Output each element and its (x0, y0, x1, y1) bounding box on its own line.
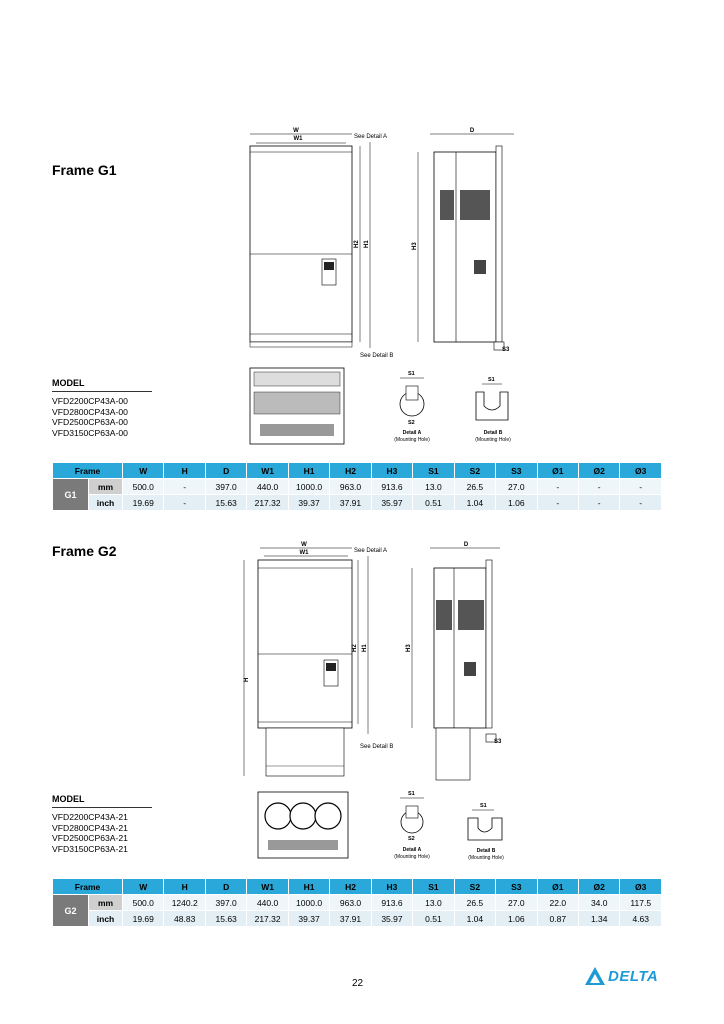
g1-model-item: VFD2800CP43A-00 (52, 406, 128, 417)
table-cell: 1000.0 (288, 895, 329, 911)
g1-model-heading: MODEL (52, 378, 152, 392)
table-cell: 963.0 (330, 895, 371, 911)
g1-h1-label: H1 (364, 240, 370, 248)
column-header: Frame (53, 879, 123, 895)
g1-w1-label: W1 (293, 136, 303, 142)
g1-w-label: W (293, 128, 299, 134)
delta-logo (584, 966, 658, 986)
column-header: S2 (454, 463, 495, 479)
table-cell: 397.0 (205, 895, 246, 911)
g2-h-label: H (244, 677, 250, 682)
g1-detail-a-s2-label: S2 (408, 420, 415, 426)
table-cell: 1000.0 (288, 479, 329, 495)
column-header: H1 (288, 463, 329, 479)
table-cell: 1.04 (454, 495, 495, 511)
table-cell: 1.04 (454, 911, 495, 927)
g1-model-item: VFD2500CP63A-00 (52, 417, 128, 427)
g1-see-b-label: See Detail B (360, 353, 394, 359)
table-cell: 35.97 (371, 495, 412, 511)
table-cell: 22.0 (537, 895, 578, 911)
table-header-row (53, 463, 662, 479)
table-cell: 35.97 (371, 911, 412, 927)
g2-detail-b-subcaption: (Mounting Hole) (468, 855, 504, 861)
g2-model-item: VFD2200CP43A-21 (52, 812, 128, 822)
column-header: Ø1 (537, 879, 578, 895)
column-header: Frame (53, 463, 123, 479)
g1-side-view-drawing (410, 124, 530, 360)
g1-h3-label: H3 (412, 242, 418, 250)
g2-h1-label: H1 (362, 644, 368, 652)
column-header: H2 (330, 463, 371, 479)
g1-detail-b-drawing (468, 374, 518, 448)
table-cell: 34.0 (579, 895, 620, 911)
unit-cell: inch (89, 911, 123, 927)
g2-detail-a-subcaption: (Mounting Hole) (394, 854, 430, 860)
column-header: H3 (371, 463, 412, 479)
g2-model-heading: MODEL (52, 794, 152, 808)
g2-detail-b-s1-label: S1 (480, 803, 487, 809)
column-header: H (164, 463, 205, 479)
g1-detail-a-s1-label: S1 (408, 371, 415, 377)
g2-w-label: W (301, 542, 307, 548)
g1-see-a-label: See Detail A (354, 134, 388, 140)
table-cell: 0.51 (413, 495, 454, 511)
table-cell: 19.69 (123, 911, 164, 927)
page-number: 22 (352, 978, 364, 989)
column-header: H1 (288, 879, 329, 895)
table-cell: - (537, 479, 578, 495)
column-header: Ø3 (620, 879, 662, 895)
table-cell: 1.34 (579, 911, 620, 927)
table-cell: 440.0 (247, 479, 288, 495)
column-header: Ø1 (537, 463, 578, 479)
g2-h2-label: H2 (352, 644, 358, 652)
column-header: D (205, 463, 246, 479)
table-row (53, 911, 662, 927)
brand-name: DELTA (608, 967, 659, 985)
g1-detail-a-subcaption: (Mounting Hole) (394, 437, 430, 443)
column-header: S2 (454, 879, 495, 895)
g1-bottom-view-drawing (248, 366, 348, 448)
column-header: D (205, 879, 246, 895)
column-header: Ø2 (579, 463, 620, 479)
g2-side-view-drawing (400, 538, 520, 782)
g1-dimension-table (52, 462, 662, 511)
g2-s3-label: S3 (494, 739, 502, 745)
g2-detail-a-s1-label: S1 (408, 791, 415, 797)
g1-model-item: VFD2200CP43A-00 (52, 396, 128, 406)
column-header: W1 (247, 463, 288, 479)
column-header: S3 (496, 879, 537, 895)
table-cell: 27.0 (496, 895, 537, 911)
unit-cell: mm (89, 895, 123, 911)
column-header: H (164, 879, 205, 895)
table-cell: 500.0 (123, 895, 164, 911)
g2-model-item: VFD3150CP63A-21 (52, 843, 128, 854)
table-cell: 1.06 (496, 495, 537, 511)
table-cell: 26.5 (454, 895, 495, 911)
g1-detail-b-s1-label: S1 (488, 377, 495, 383)
column-header: S1 (413, 463, 454, 479)
column-header: W1 (247, 879, 288, 895)
table-cell: 217.32 (247, 495, 288, 511)
frame-g2-title: Frame G2 (52, 543, 117, 559)
g2-model-item: VFD2500CP63A-21 (52, 833, 128, 843)
unit-cell: mm (89, 479, 123, 495)
g1-detail-b-subcaption: (Mounting Hole) (475, 437, 511, 443)
table-cell: - (579, 479, 620, 495)
table-cell: - (164, 479, 205, 495)
table-cell: 1.06 (496, 911, 537, 927)
g2-h3-label: H3 (406, 644, 412, 652)
table-cell: 15.63 (205, 911, 246, 927)
g2-see-a-label: See Detail A (354, 548, 388, 554)
g2-detail-a-drawing (386, 788, 436, 864)
column-header: W (123, 463, 164, 479)
g1-detail-a-drawing (386, 368, 436, 448)
g1-front-view-drawing (240, 124, 394, 360)
table-cell: 0.87 (537, 911, 578, 927)
column-header: S3 (496, 463, 537, 479)
table-cell: 48.83 (164, 911, 205, 927)
frame-cell: G1 (53, 479, 89, 511)
table-cell: 1240.2 (164, 895, 205, 911)
column-header: W (123, 879, 164, 895)
column-header: H3 (371, 879, 412, 895)
table-cell: 15.63 (205, 495, 246, 511)
table-cell: 13.0 (413, 479, 454, 495)
table-cell: 117.5 (620, 895, 662, 911)
table-cell: 963.0 (330, 479, 371, 495)
g1-model-list (52, 378, 152, 438)
column-header: H2 (330, 879, 371, 895)
g2-see-b-label: See Detail B (360, 744, 394, 750)
g2-front-view-drawing (240, 538, 410, 782)
g2-dimension-table (52, 878, 662, 927)
g2-detail-b-drawing (458, 800, 514, 864)
table-cell: 4.63 (620, 911, 662, 927)
table-cell: 913.6 (371, 895, 412, 911)
g2-detail-a-caption: Detail A (402, 847, 422, 853)
g2-detail-b-caption: Detail B (476, 848, 496, 854)
table-row (53, 479, 662, 495)
g1-h2-label: H2 (354, 240, 360, 248)
column-header: S1 (413, 879, 454, 895)
table-cell: 397.0 (205, 479, 246, 495)
table-cell: 37.91 (330, 495, 371, 511)
column-header: Ø2 (579, 879, 620, 895)
table-cell: - (164, 495, 205, 511)
g2-model-list (52, 794, 152, 854)
table-header-row (53, 879, 662, 895)
frame-g1-title: Frame G1 (52, 162, 117, 178)
table-cell: 0.51 (413, 911, 454, 927)
table-cell: - (537, 495, 578, 511)
g1-model-item: VFD3150CP63A-00 (52, 427, 128, 438)
table-cell: 19.69 (123, 495, 164, 511)
table-cell: - (620, 479, 662, 495)
table-cell: 27.0 (496, 479, 537, 495)
table-row (53, 895, 662, 911)
unit-cell: inch (89, 495, 123, 511)
g2-model-item: VFD2800CP43A-21 (52, 822, 128, 833)
table-cell: 39.37 (288, 911, 329, 927)
table-cell: - (620, 495, 662, 511)
table-cell: 440.0 (247, 895, 288, 911)
table-cell: 37.91 (330, 911, 371, 927)
table-row (53, 495, 662, 511)
g1-detail-b-caption: Detail B (483, 430, 503, 436)
column-header: Ø3 (620, 463, 662, 479)
g1-s3-label: S3 (502, 347, 510, 353)
g1-detail-a-caption: Detail A (402, 430, 422, 436)
table-cell: 39.37 (288, 495, 329, 511)
table-cell: 26.5 (454, 479, 495, 495)
table-cell: 913.6 (371, 479, 412, 495)
table-cell: 217.32 (247, 911, 288, 927)
g1-d-label: D (469, 128, 475, 134)
table-cell: - (579, 495, 620, 511)
g2-detail-a-s2-label: S2 (408, 836, 415, 842)
table-cell: 13.0 (413, 895, 454, 911)
g2-bottom-view-drawing (256, 790, 352, 862)
g2-d-label: D (463, 542, 469, 548)
delta-triangle-icon (584, 966, 606, 986)
g2-w1-label: W1 (299, 550, 309, 556)
frame-cell: G2 (53, 895, 89, 927)
table-cell: 500.0 (123, 479, 164, 495)
